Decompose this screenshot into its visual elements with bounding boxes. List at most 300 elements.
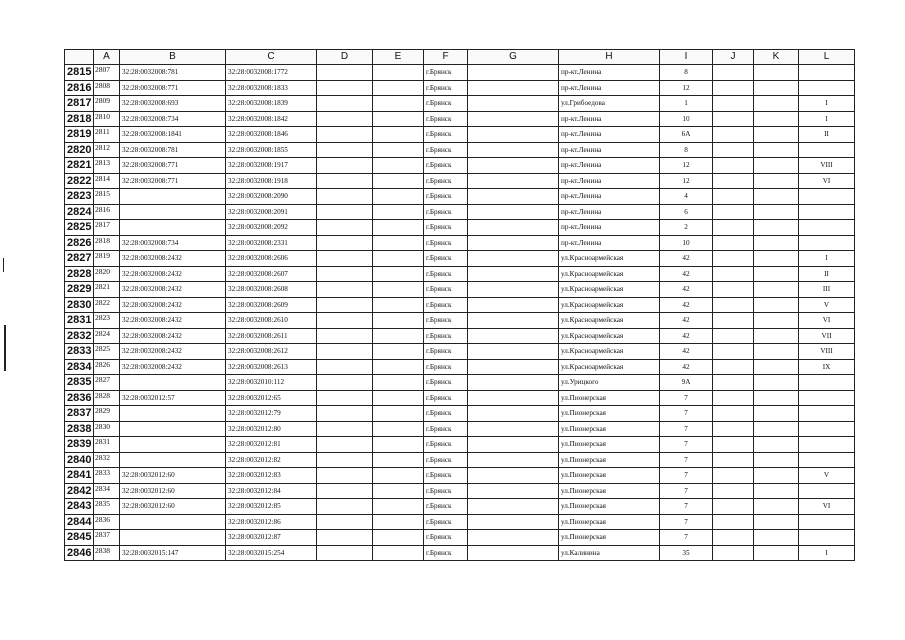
column-header-i[interactable]: I — [660, 50, 713, 65]
row-number[interactable]: 2842 — [65, 483, 94, 499]
cell-d[interactable] — [317, 220, 373, 236]
cell-d[interactable] — [317, 406, 373, 422]
cell-a[interactable]: 2819 — [94, 251, 120, 267]
cell-a[interactable]: 2829 — [94, 406, 120, 422]
row-number[interactable]: 2819 — [65, 127, 94, 143]
cell-g[interactable] — [468, 483, 559, 499]
cell-a[interactable]: 2837 — [94, 530, 120, 546]
cell-h[interactable]: ул.Калинина — [559, 545, 660, 561]
cell-i[interactable]: 10 — [660, 235, 713, 251]
cell-a[interactable]: 2828 — [94, 390, 120, 406]
cell-c[interactable]: 32:28:0032012:87 — [226, 530, 317, 546]
cell-c[interactable]: 32:28:0032008:2606 — [226, 251, 317, 267]
cell-l[interactable]: VI — [799, 499, 855, 515]
cell-b[interactable]: 32:28:0032012:60 — [120, 483, 226, 499]
cell-h[interactable]: ул.Красноармейская — [559, 344, 660, 360]
cell-g[interactable] — [468, 452, 559, 468]
cell-f[interactable]: г.Брянск — [424, 111, 468, 127]
cell-a[interactable]: 2838 — [94, 545, 120, 561]
cell-e[interactable] — [373, 499, 424, 515]
cell-j[interactable] — [713, 127, 754, 143]
cell-i[interactable]: 7 — [660, 530, 713, 546]
cell-g[interactable] — [468, 344, 559, 360]
cell-f[interactable]: г.Брянск — [424, 127, 468, 143]
cell-c[interactable]: 32:28:0032012:81 — [226, 437, 317, 453]
row-number[interactable]: 2843 — [65, 499, 94, 515]
cell-e[interactable] — [373, 189, 424, 205]
cell-l[interactable]: V — [799, 297, 855, 313]
cell-h[interactable]: пр-кт.Ленина — [559, 80, 660, 96]
cell-d[interactable] — [317, 65, 373, 81]
cell-j[interactable] — [713, 204, 754, 220]
cell-g[interactable] — [468, 390, 559, 406]
cell-c[interactable]: 32:28:0032008:2610 — [226, 313, 317, 329]
row-number[interactable]: 2824 — [65, 204, 94, 220]
row-number[interactable]: 2836 — [65, 390, 94, 406]
cell-g[interactable] — [468, 328, 559, 344]
cell-e[interactable] — [373, 514, 424, 530]
row-number[interactable]: 2840 — [65, 452, 94, 468]
cell-b[interactable]: 32:28:0032008:734 — [120, 111, 226, 127]
cell-e[interactable] — [373, 251, 424, 267]
cell-j[interactable] — [713, 80, 754, 96]
cell-e[interactable] — [373, 359, 424, 375]
cell-b[interactable]: 32:28:0032012:60 — [120, 468, 226, 484]
cell-h[interactable]: ул.Красноармейская — [559, 359, 660, 375]
row-number[interactable]: 2821 — [65, 158, 94, 174]
cell-j[interactable] — [713, 142, 754, 158]
cell-b[interactable] — [120, 421, 226, 437]
cell-b[interactable] — [120, 204, 226, 220]
cell-j[interactable] — [713, 313, 754, 329]
cell-h[interactable]: ул.Пионерская — [559, 452, 660, 468]
cell-i[interactable]: 7 — [660, 390, 713, 406]
cell-f[interactable]: г.Брянск — [424, 313, 468, 329]
cell-g[interactable] — [468, 297, 559, 313]
cell-c[interactable]: 32:28:0032015:254 — [226, 545, 317, 561]
cell-j[interactable] — [713, 514, 754, 530]
cell-f[interactable]: г.Брянск — [424, 65, 468, 81]
cell-e[interactable] — [373, 111, 424, 127]
cell-b[interactable]: 32:28:0032008:771 — [120, 173, 226, 189]
cell-i[interactable]: 42 — [660, 251, 713, 267]
cell-c[interactable]: 32:28:0032008:1772 — [226, 65, 317, 81]
row-number[interactable]: 2818 — [65, 111, 94, 127]
cell-b[interactable]: 32:28:0032008:2432 — [120, 251, 226, 267]
column-header-f[interactable]: F — [424, 50, 468, 65]
cell-e[interactable] — [373, 437, 424, 453]
cell-b[interactable]: 32:28:0032012:60 — [120, 499, 226, 515]
cell-e[interactable] — [373, 204, 424, 220]
cell-g[interactable] — [468, 499, 559, 515]
cell-e[interactable] — [373, 127, 424, 143]
row-number[interactable]: 2834 — [65, 359, 94, 375]
cell-a[interactable]: 2831 — [94, 437, 120, 453]
cell-h[interactable]: ул.Пионерская — [559, 483, 660, 499]
cell-j[interactable] — [713, 359, 754, 375]
cell-a[interactable]: 2830 — [94, 421, 120, 437]
cell-e[interactable] — [373, 452, 424, 468]
cell-i[interactable]: 7 — [660, 452, 713, 468]
cell-c[interactable]: 32:28:0032008:2090 — [226, 189, 317, 205]
cell-e[interactable] — [373, 344, 424, 360]
cell-a[interactable]: 2813 — [94, 158, 120, 174]
cell-k[interactable] — [754, 266, 799, 282]
cell-j[interactable] — [713, 499, 754, 515]
cell-c[interactable]: 32:28:0032010:112 — [226, 375, 317, 391]
cell-c[interactable]: 32:28:0032008:2607 — [226, 266, 317, 282]
cell-a[interactable]: 2824 — [94, 328, 120, 344]
cell-g[interactable] — [468, 359, 559, 375]
row-number[interactable]: 2825 — [65, 220, 94, 236]
row-number[interactable]: 2827 — [65, 251, 94, 267]
row-number[interactable]: 2831 — [65, 313, 94, 329]
cell-b[interactable] — [120, 514, 226, 530]
cell-c[interactable]: 32:28:0032008:2091 — [226, 204, 317, 220]
cell-c[interactable]: 32:28:0032012:79 — [226, 406, 317, 422]
cell-h[interactable]: ул.Урицкого — [559, 375, 660, 391]
cell-f[interactable]: г.Брянск — [424, 251, 468, 267]
cell-k[interactable] — [754, 158, 799, 174]
cell-k[interactable] — [754, 359, 799, 375]
cell-d[interactable] — [317, 313, 373, 329]
cell-k[interactable] — [754, 437, 799, 453]
row-number[interactable]: 2846 — [65, 545, 94, 561]
row-number[interactable]: 2817 — [65, 96, 94, 112]
cell-b[interactable]: 32:28:0032008:781 — [120, 142, 226, 158]
cell-k[interactable] — [754, 545, 799, 561]
cell-a[interactable]: 2814 — [94, 173, 120, 189]
cell-i[interactable]: 42 — [660, 359, 713, 375]
cell-g[interactable] — [468, 406, 559, 422]
cell-f[interactable]: г.Брянск — [424, 204, 468, 220]
row-number[interactable]: 2833 — [65, 344, 94, 360]
cell-l[interactable]: VI — [799, 313, 855, 329]
cell-e[interactable] — [373, 266, 424, 282]
cell-c[interactable]: 32:28:0032008:2611 — [226, 328, 317, 344]
cell-j[interactable] — [713, 297, 754, 313]
cell-l[interactable]: VII — [799, 328, 855, 344]
cell-d[interactable] — [317, 421, 373, 437]
cell-c[interactable]: 32:28:0032008:1918 — [226, 173, 317, 189]
cell-c[interactable]: 32:28:0032008:1842 — [226, 111, 317, 127]
cell-d[interactable] — [317, 266, 373, 282]
cell-j[interactable] — [713, 220, 754, 236]
cell-k[interactable] — [754, 514, 799, 530]
cell-e[interactable] — [373, 375, 424, 391]
cell-d[interactable] — [317, 514, 373, 530]
cell-i[interactable]: 42 — [660, 266, 713, 282]
row-number[interactable]: 2822 — [65, 173, 94, 189]
cell-d[interactable] — [317, 328, 373, 344]
cell-j[interactable] — [713, 328, 754, 344]
cell-g[interactable] — [468, 111, 559, 127]
cell-a[interactable]: 2817 — [94, 220, 120, 236]
cell-c[interactable]: 32:28:0032008:1917 — [226, 158, 317, 174]
cell-f[interactable]: г.Брянск — [424, 80, 468, 96]
cell-f[interactable]: г.Брянск — [424, 452, 468, 468]
cell-b[interactable]: 32:28:0032008:771 — [120, 158, 226, 174]
cell-g[interactable] — [468, 96, 559, 112]
cell-d[interactable] — [317, 545, 373, 561]
cell-c[interactable]: 32:28:0032008:2608 — [226, 282, 317, 298]
cell-i[interactable]: 42 — [660, 328, 713, 344]
cell-j[interactable] — [713, 251, 754, 267]
cell-b[interactable]: 32:28:0032008:1841 — [120, 127, 226, 143]
cell-k[interactable] — [754, 390, 799, 406]
cell-h[interactable]: ул.Красноармейская — [559, 297, 660, 313]
cell-l[interactable]: I — [799, 545, 855, 561]
cell-j[interactable] — [713, 406, 754, 422]
cell-d[interactable] — [317, 297, 373, 313]
cell-i[interactable]: 7 — [660, 514, 713, 530]
cell-e[interactable] — [373, 282, 424, 298]
cell-g[interactable] — [468, 127, 559, 143]
cell-i[interactable]: 7 — [660, 437, 713, 453]
cell-b[interactable] — [120, 406, 226, 422]
cell-h[interactable]: пр-кт.Ленина — [559, 158, 660, 174]
cell-i[interactable]: 8 — [660, 142, 713, 158]
cell-a[interactable]: 2823 — [94, 313, 120, 329]
cell-j[interactable] — [713, 483, 754, 499]
cell-g[interactable] — [468, 375, 559, 391]
cell-i[interactable]: 1 — [660, 96, 713, 112]
cell-l[interactable] — [799, 235, 855, 251]
cell-d[interactable] — [317, 390, 373, 406]
cell-i[interactable]: 12 — [660, 158, 713, 174]
cell-c[interactable]: 32:28:0032012:83 — [226, 468, 317, 484]
row-number[interactable]: 2820 — [65, 142, 94, 158]
cell-k[interactable] — [754, 189, 799, 205]
cell-i[interactable]: 42 — [660, 344, 713, 360]
row-number[interactable]: 2828 — [65, 266, 94, 282]
cell-l[interactable] — [799, 220, 855, 236]
cell-e[interactable] — [373, 96, 424, 112]
cell-b[interactable] — [120, 530, 226, 546]
cell-c[interactable]: 32:28:0032008:2612 — [226, 344, 317, 360]
cell-g[interactable] — [468, 545, 559, 561]
column-header-d[interactable]: D — [317, 50, 373, 65]
cell-d[interactable] — [317, 344, 373, 360]
cell-c[interactable]: 32:28:0032008:2613 — [226, 359, 317, 375]
cell-e[interactable] — [373, 235, 424, 251]
cell-f[interactable]: г.Брянск — [424, 545, 468, 561]
cell-a[interactable]: 2816 — [94, 204, 120, 220]
cell-i[interactable]: 7 — [660, 421, 713, 437]
row-number[interactable]: 2816 — [65, 80, 94, 96]
cell-j[interactable] — [713, 96, 754, 112]
cell-h[interactable]: пр-кт.Ленина — [559, 111, 660, 127]
column-header-j[interactable]: J — [713, 50, 754, 65]
cell-f[interactable]: г.Брянск — [424, 96, 468, 112]
cell-h[interactable]: пр-кт.Ленина — [559, 235, 660, 251]
row-number[interactable]: 2826 — [65, 235, 94, 251]
cell-k[interactable] — [754, 96, 799, 112]
cell-f[interactable]: г.Брянск — [424, 220, 468, 236]
row-number[interactable]: 2837 — [65, 406, 94, 422]
cell-g[interactable] — [468, 142, 559, 158]
cell-k[interactable] — [754, 344, 799, 360]
cell-l[interactable] — [799, 452, 855, 468]
cell-a[interactable]: 2821 — [94, 282, 120, 298]
cell-i[interactable]: 6А — [660, 127, 713, 143]
cell-h[interactable]: ул.Красноармейская — [559, 266, 660, 282]
cell-g[interactable] — [468, 158, 559, 174]
row-number[interactable]: 2835 — [65, 375, 94, 391]
cell-a[interactable]: 2808 — [94, 80, 120, 96]
cell-e[interactable] — [373, 328, 424, 344]
cell-h[interactable]: ул.Пионерская — [559, 437, 660, 453]
cell-b[interactable]: 32:28:0032008:734 — [120, 235, 226, 251]
cell-g[interactable] — [468, 421, 559, 437]
cell-c[interactable]: 32:28:0032008:1846 — [226, 127, 317, 143]
cell-d[interactable] — [317, 80, 373, 96]
column-header-e[interactable]: E — [373, 50, 424, 65]
cell-d[interactable] — [317, 158, 373, 174]
cell-d[interactable] — [317, 251, 373, 267]
cell-i[interactable]: 7 — [660, 406, 713, 422]
cell-j[interactable] — [713, 344, 754, 360]
cell-j[interactable] — [713, 158, 754, 174]
cell-c[interactable]: 32:28:0032012:65 — [226, 390, 317, 406]
cell-b[interactable]: 32:28:0032008:2432 — [120, 344, 226, 360]
cell-c[interactable]: 32:28:0032012:84 — [226, 483, 317, 499]
cell-f[interactable]: г.Брянск — [424, 282, 468, 298]
cell-l[interactable] — [799, 514, 855, 530]
cell-j[interactable] — [713, 437, 754, 453]
cell-e[interactable] — [373, 545, 424, 561]
cell-f[interactable]: г.Брянск — [424, 142, 468, 158]
cell-e[interactable] — [373, 173, 424, 189]
cell-i[interactable]: 7 — [660, 499, 713, 515]
cell-h[interactable]: ул.Красноармейская — [559, 282, 660, 298]
cell-d[interactable] — [317, 468, 373, 484]
cell-l[interactable]: VIII — [799, 158, 855, 174]
cell-l[interactable]: IX — [799, 359, 855, 375]
cell-g[interactable] — [468, 251, 559, 267]
cell-d[interactable] — [317, 204, 373, 220]
cell-l[interactable]: V — [799, 468, 855, 484]
cell-j[interactable] — [713, 545, 754, 561]
cell-l[interactable]: III — [799, 282, 855, 298]
cell-l[interactable] — [799, 204, 855, 220]
cell-c[interactable]: 32:28:0032008:1839 — [226, 96, 317, 112]
cell-c[interactable]: 32:28:0032012:86 — [226, 514, 317, 530]
cell-l[interactable] — [799, 421, 855, 437]
cell-j[interactable] — [713, 421, 754, 437]
cell-e[interactable] — [373, 158, 424, 174]
cell-j[interactable] — [713, 468, 754, 484]
cell-g[interactable] — [468, 313, 559, 329]
cell-k[interactable] — [754, 111, 799, 127]
cell-d[interactable] — [317, 142, 373, 158]
row-number[interactable]: 2845 — [65, 530, 94, 546]
cell-h[interactable]: пр-кт.Ленина — [559, 142, 660, 158]
cell-g[interactable] — [468, 514, 559, 530]
cell-a[interactable]: 2811 — [94, 127, 120, 143]
cell-a[interactable]: 2832 — [94, 452, 120, 468]
cell-c[interactable]: 32:28:0032008:2609 — [226, 297, 317, 313]
cell-f[interactable]: г.Брянск — [424, 173, 468, 189]
cell-f[interactable]: г.Брянск — [424, 359, 468, 375]
cell-f[interactable]: г.Брянск — [424, 235, 468, 251]
cell-g[interactable] — [468, 204, 559, 220]
row-number[interactable]: 2841 — [65, 468, 94, 484]
cell-f[interactable]: г.Брянск — [424, 530, 468, 546]
cell-c[interactable]: 32:28:0032008:2331 — [226, 235, 317, 251]
cell-l[interactable] — [799, 437, 855, 453]
cell-a[interactable]: 2815 — [94, 189, 120, 205]
row-number[interactable]: 2815 — [65, 65, 94, 81]
cell-h[interactable]: ул.Пионерская — [559, 390, 660, 406]
cell-a[interactable]: 2812 — [94, 142, 120, 158]
cell-k[interactable] — [754, 80, 799, 96]
cell-j[interactable] — [713, 189, 754, 205]
cell-c[interactable]: 32:28:0032008:2092 — [226, 220, 317, 236]
cell-a[interactable]: 2825 — [94, 344, 120, 360]
cell-l[interactable] — [799, 390, 855, 406]
cell-f[interactable]: г.Брянск — [424, 328, 468, 344]
cell-d[interactable] — [317, 282, 373, 298]
cell-a[interactable]: 2822 — [94, 297, 120, 313]
cell-k[interactable] — [754, 530, 799, 546]
cell-k[interactable] — [754, 406, 799, 422]
column-header-b[interactable]: B — [120, 50, 226, 65]
cell-b[interactable]: 32:28:0032008:2432 — [120, 313, 226, 329]
cell-l[interactable] — [799, 375, 855, 391]
cell-k[interactable] — [754, 142, 799, 158]
cell-l[interactable]: I — [799, 111, 855, 127]
cell-h[interactable]: пр-кт.Ленина — [559, 189, 660, 205]
cell-k[interactable] — [754, 452, 799, 468]
cell-b[interactable]: 32:28:0032008:2432 — [120, 266, 226, 282]
cell-a[interactable]: 2826 — [94, 359, 120, 375]
cell-g[interactable] — [468, 80, 559, 96]
cell-d[interactable] — [317, 96, 373, 112]
cell-e[interactable] — [373, 297, 424, 313]
cell-g[interactable] — [468, 266, 559, 282]
row-number[interactable]: 2830 — [65, 297, 94, 313]
cell-k[interactable] — [754, 282, 799, 298]
cell-f[interactable]: г.Брянск — [424, 437, 468, 453]
cell-k[interactable] — [754, 251, 799, 267]
cell-k[interactable] — [754, 297, 799, 313]
cell-d[interactable] — [317, 437, 373, 453]
cell-f[interactable]: г.Брянск — [424, 421, 468, 437]
cell-h[interactable]: ул.Пионерская — [559, 530, 660, 546]
cell-k[interactable] — [754, 220, 799, 236]
corner-cell[interactable] — [65, 50, 94, 65]
cell-i[interactable]: 42 — [660, 313, 713, 329]
cell-d[interactable] — [317, 189, 373, 205]
cell-h[interactable]: ул.Грибоедова — [559, 96, 660, 112]
cell-i[interactable]: 6 — [660, 204, 713, 220]
cell-d[interactable] — [317, 359, 373, 375]
cell-a[interactable]: 2833 — [94, 468, 120, 484]
cell-k[interactable] — [754, 421, 799, 437]
cell-d[interactable] — [317, 111, 373, 127]
cell-a[interactable]: 2807 — [94, 65, 120, 81]
cell-c[interactable]: 32:28:0032012:85 — [226, 499, 317, 515]
cell-h[interactable]: ул.Пионерская — [559, 421, 660, 437]
cell-l[interactable] — [799, 142, 855, 158]
row-number[interactable]: 2838 — [65, 421, 94, 437]
cell-b[interactable]: 32:28:0032008:2432 — [120, 328, 226, 344]
cell-h[interactable]: ул.Красноармейская — [559, 328, 660, 344]
cell-l[interactable]: II — [799, 127, 855, 143]
cell-f[interactable]: г.Брянск — [424, 266, 468, 282]
cell-d[interactable] — [317, 452, 373, 468]
